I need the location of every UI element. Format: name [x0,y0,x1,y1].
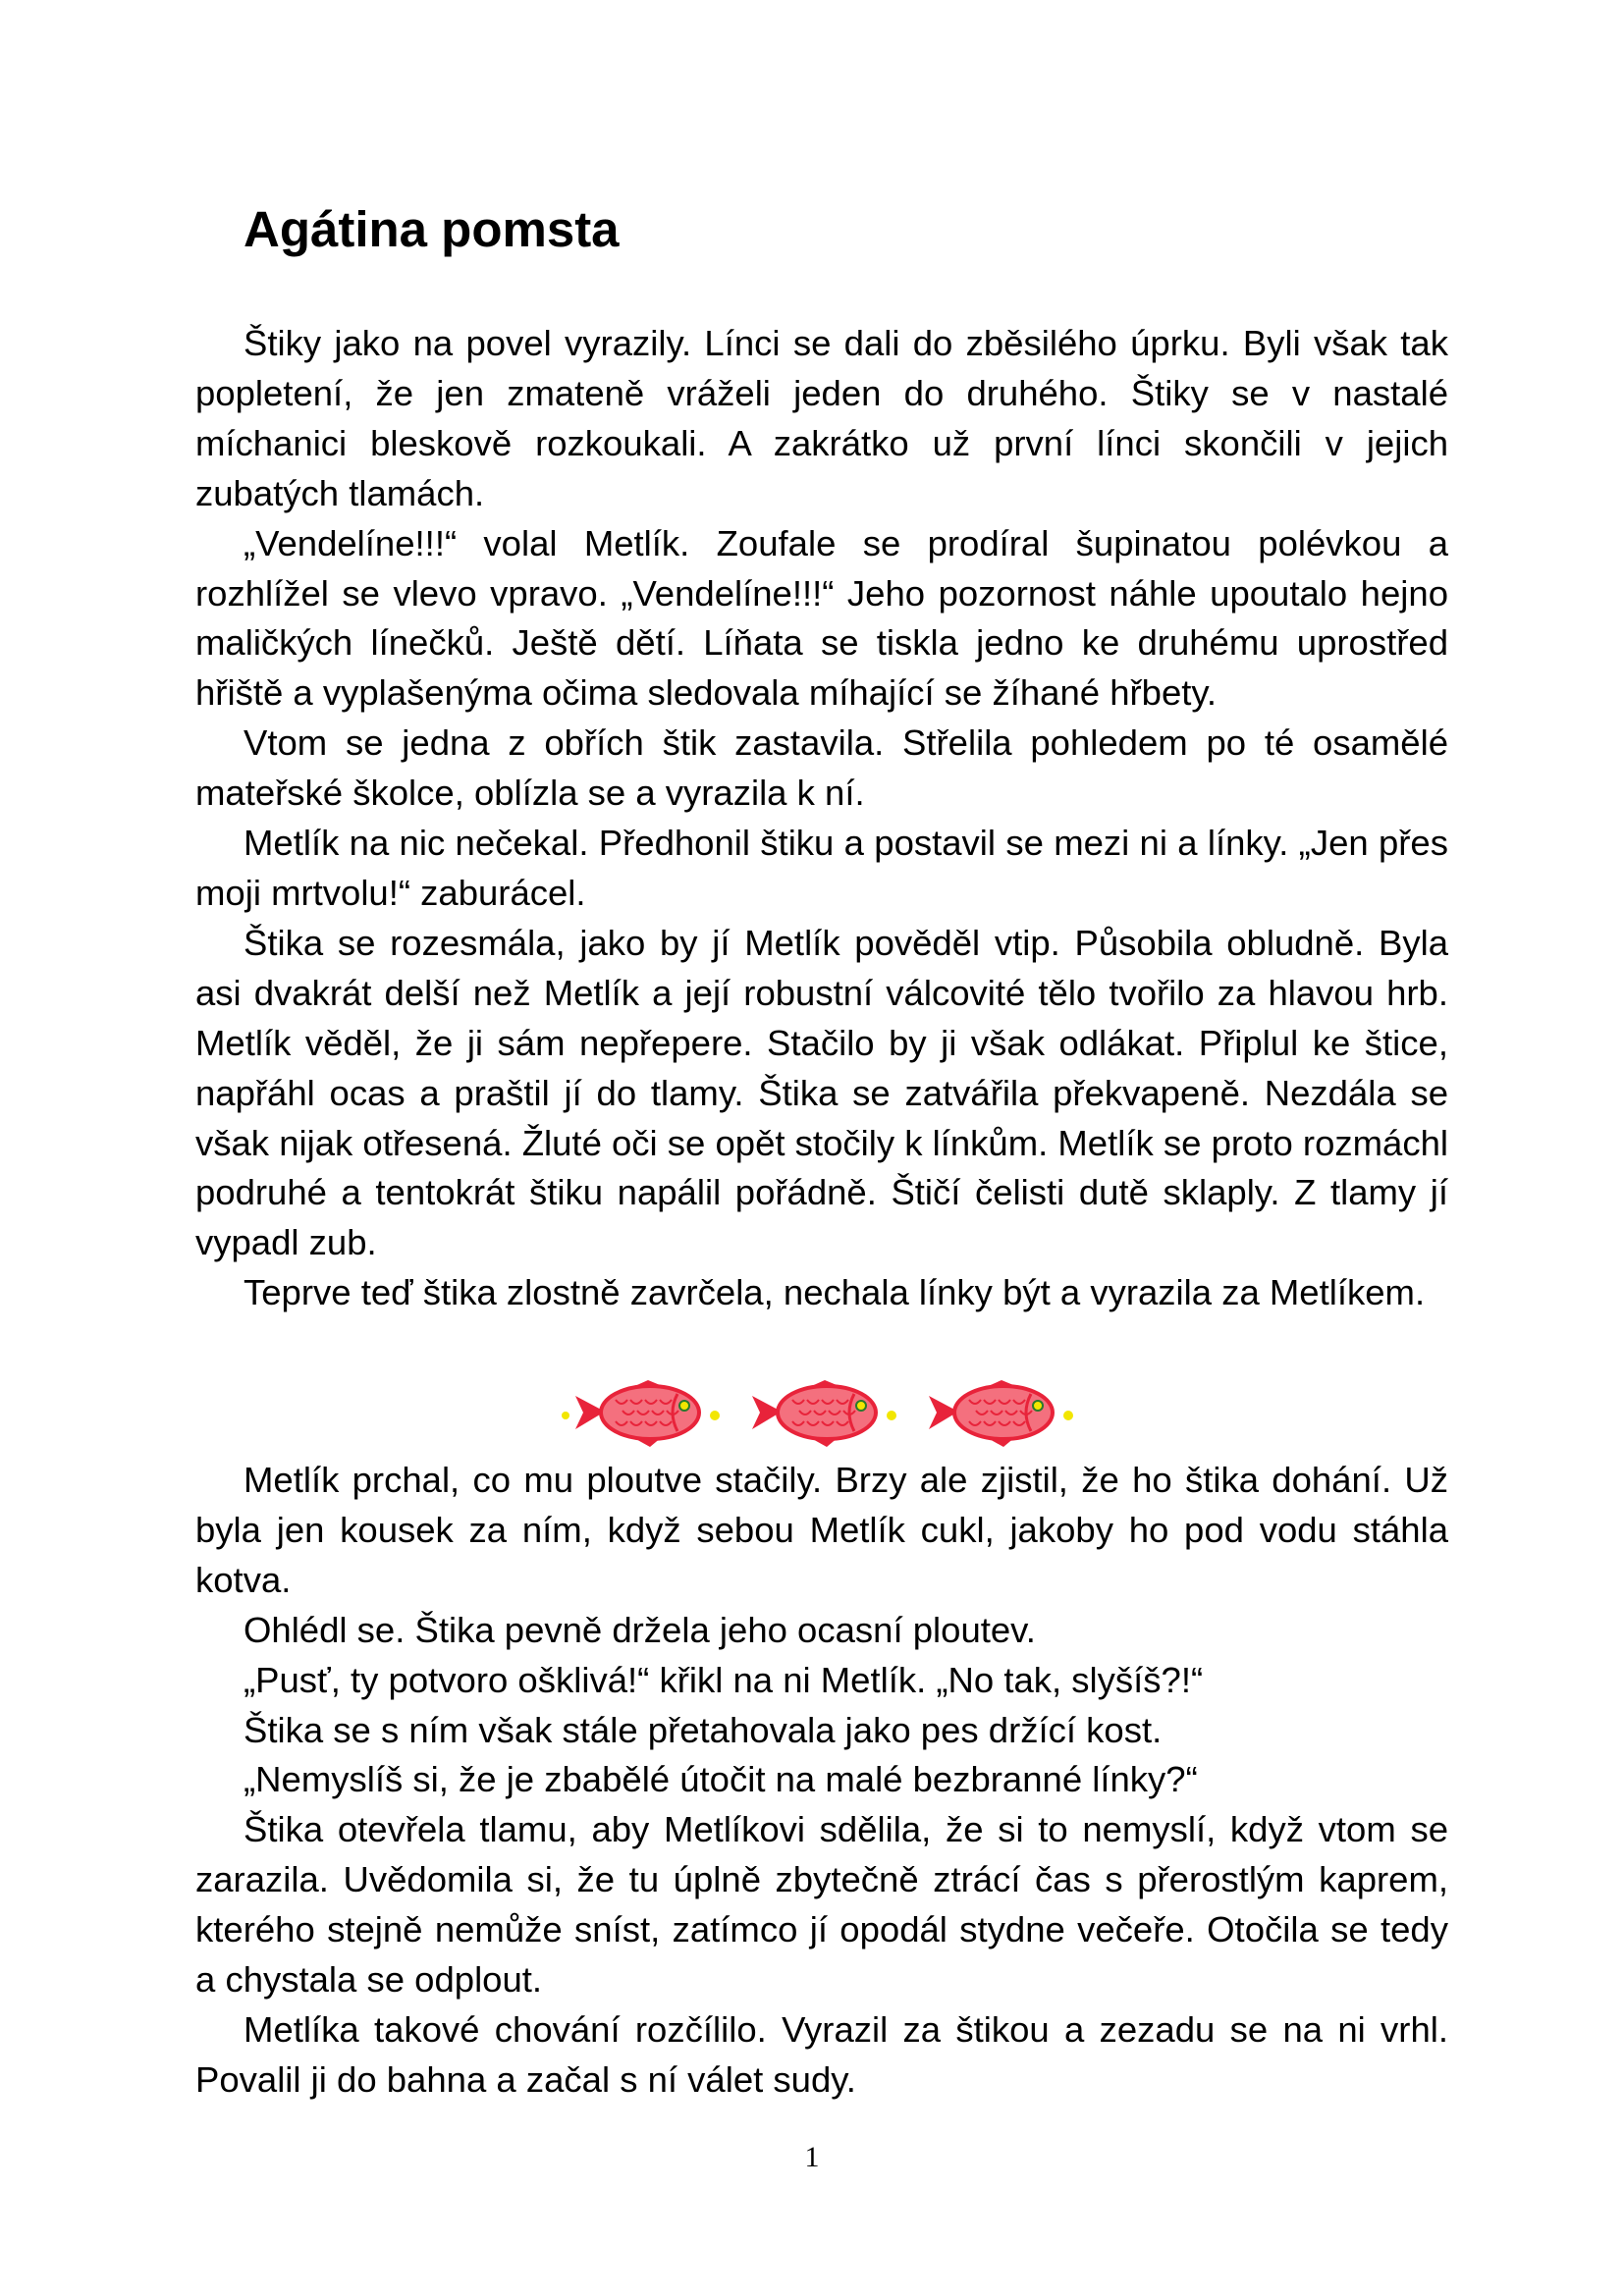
story-text-part-1 [195,319,1448,1318]
page-number: 1 [804,2141,820,2173]
story-paragraph: „Nemyslíš si, že je zbabělé útočit na malé bezbranné línky?“ [244,1759,1198,1800]
story-paragraph: Štika otevřela tlamu, aby Metlíkovi sdělila, že si to nemyslí, když vtom se zarazila. Uvědomila si, že tu úplně zbytečně ztrácí čas s přerostlým kaprem, kterého stejně nemůže sníst, zatímco jí opodál stydne večeře. Otočila se tedy a chystala se odplout. [195,1809,1448,2001]
story-paragraph: Metlíka takové chování rozčílilo. Vyrazil za štikou a zezadu se na ni vrhl. Povalil ji do bahna a začal s ní válet sudy. [195,2008,1448,2100]
story-paragraph: Vtom se jedna z obřích štik zastavila. Střelila pohledem po té osamělé mateřské školce, oblízla se a vyrazila k ní. [195,722,1448,814]
fish-divider [560,1374,1090,1449]
story-paragraph: Ohlédl se. Štika pevně držela jeho ocasní ploutev. [244,1609,1036,1650]
story-paragraph: Štika se s ním však stále přetahovala jako pes držící kost. [244,1709,1163,1750]
story-paragraph: Teprve teď štika zlostně zavrčela, nechala línky být a vyrazila za Metlíkem. [244,1272,1426,1313]
story-paragraph: Štiky jako na povel vyrazily. Línci se dali do zběsilého úprku. Byli však tak popletení, že jen zmateně vráželi jeden do druhého. Štiky se v nastalé míchanici bleskově rozkoukali. A zakrátko už první línci skončili v jejich zubatých tlamách. [195,323,1448,513]
story-paragraph: Metlík na nic nečekal. Předhonil štiku a postavil se mezi ni a línky. „Jen přes moji mrtvolu!“ zaburácel. [195,823,1448,913]
story-paragraph: Štika se rozesmála, jako by jí Metlík pověděl vtip. Působila obludně. Byla asi dvakrát delší než Metlík a její robustní válcovité tělo tvořilo za hlavou hrb. Metlík věděl, že ji sám nepřepere. Stačilo by ji však odlákat. Připlul ke štice, napřáhl ocas a praštil jí do tlamy. Štika se zatvářila překvapeně. Nezdála se však nijak otřesená. Žluté oči se opět stočily k línkům. Metlík se proto rozmáchl podruhé a tentokrát štiku napálil pořádně. Štičí čelisti dutě sklaply. Z tlamy jí vypadl zub. [195,922,1448,1263]
story-paragraph: Metlík prchal, co mu ploutve stačily. Brzy ale zjistil, že ho štika dohání. Už byla jen kousek za ním, když sebou Metlík cukl, jakoby ho pod vodu stáhla kotva. [195,1460,1448,1600]
story-text-part-2 [195,1456,1448,2106]
story-paragraph: „Vendelíne!!!“ volal Metlík. Zoufale se prodíral šupinatou polévkou a rozhlížel se vlevo vpravo. „Vendelíne!!!“ Jeho pozornost náhle upoutalo hejno maličkých línečků. Ještě dětí. Líňata se tiskla jedno ke druhému uprostřed hřiště a vyplašenýma očima sledovala míhající se žíhané hřbety. [195,522,1448,714]
page-title: Agátina pomsta [244,201,620,257]
fish-icon [575,1380,720,1447]
fish-icon [929,1380,1073,1447]
fish-icon [752,1380,896,1447]
story-paragraph: „Pusť, ty potvoro ošklivá!“ křikl na ni Metlík. „No tak, slyšíš?!“ [244,1659,1204,1700]
